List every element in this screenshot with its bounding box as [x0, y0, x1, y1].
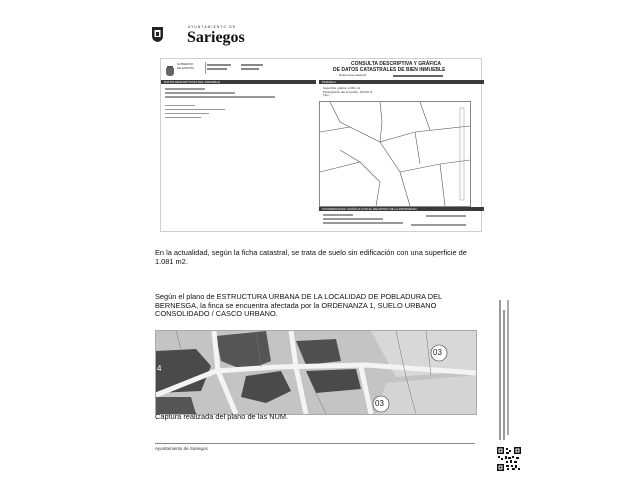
right-section-bar: PARCELA [319, 80, 484, 84]
left-section-bar: DATOS DESCRIPTIVOS DEL INMUEBLE [161, 80, 316, 84]
ministry-line-2: DE ESPAÑA [177, 66, 194, 70]
coat-of-arms-icon [166, 63, 174, 73]
urban-plan-map [155, 330, 477, 415]
paragraph-1: En la actualidad, según la ficha catastral, se trata de suelo sin edificación con una superficie de 1.081 m2. [155, 248, 467, 266]
ficha-reference: Referencia catastral: [339, 73, 367, 77]
ministry-text-block [241, 64, 263, 66]
ficha-title-line-1: CONSULTA DESCRIPTIVA Y GRÁFICA [351, 61, 442, 67]
ficha-title-line-2: DE DATOS CATASTRALES DE BIEN INMUEBLE [333, 67, 446, 73]
cadastral-plan [319, 101, 471, 207]
parcela-line-2: Participación del inmueble: 100,00 % [323, 89, 373, 94]
footer-divider [155, 443, 475, 444]
zone-label-c: 4 [157, 364, 162, 373]
divider [205, 62, 206, 74]
issue-date-text [411, 224, 466, 226]
parcela-line-1: Superficie gráfica: 1.081 m2 [323, 86, 361, 90]
descriptive-text-lines [165, 88, 285, 118]
paragraph-2: Según el plano de ESTRUCTURA URBANA DE LA LOCALIDAD DE POBLADURA DEL BERNESGA, la finca se encuentra afectada por la ORDENANZA 1, SUELO URBANO CONSOLIDADO / CASCO URBANO. [155, 292, 442, 319]
catastro-ficha [160, 58, 482, 232]
parcela-line-3: Tipo: [323, 93, 330, 97]
ministry-text-block [207, 64, 231, 66]
org-name: Sariegos [187, 29, 245, 46]
date-text [426, 215, 466, 217]
zone-label-a: 03 [433, 348, 442, 357]
ministry-line-1: GOBIERNO [177, 62, 194, 66]
reference-value [393, 75, 443, 77]
side-verification-text [498, 300, 512, 440]
zone-label-b: 03 [375, 399, 384, 408]
coordinates-bar: COORDENADAS: GRÁFICA CON EL REGISTRO DE LA PROPIEDAD [319, 207, 484, 211]
qr-code [497, 447, 521, 471]
ministry-text-block [207, 68, 227, 70]
org-title: AYUNTAMIENTO DE [188, 25, 237, 29]
ministry-text-block [241, 68, 259, 70]
map-caption: Captura realizada del plano de las NUM. [155, 412, 289, 421]
header-shield-icon [152, 27, 163, 42]
footer-left: Ayuntamiento de Sariegos [155, 446, 208, 451]
